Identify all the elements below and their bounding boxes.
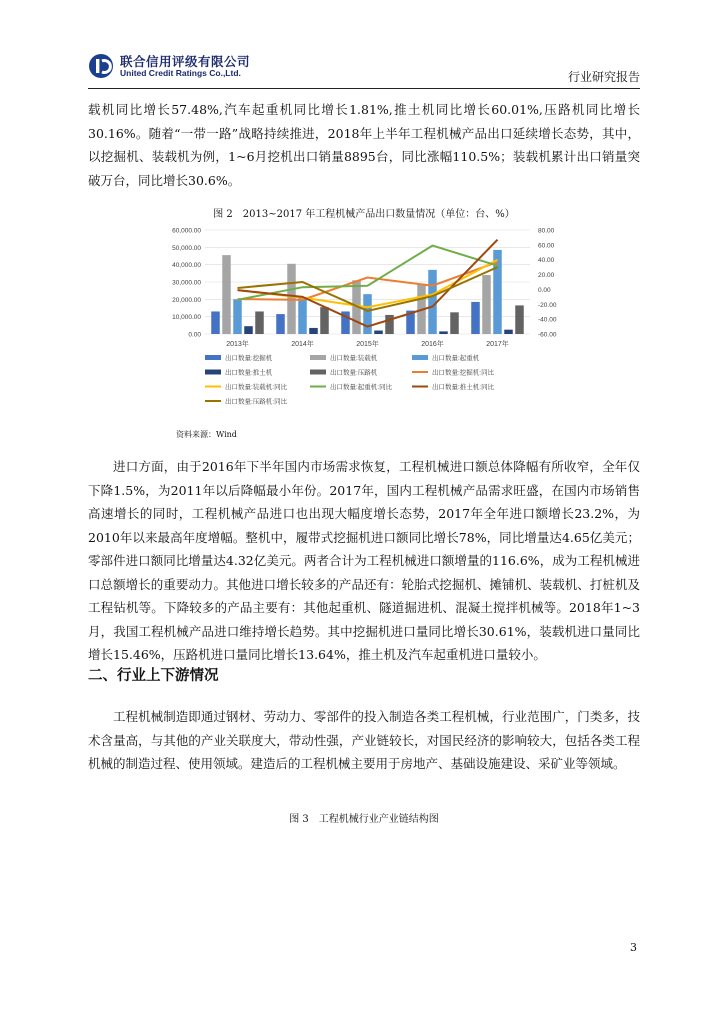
right-axis-tick-label: 20.00 [538, 272, 555, 280]
company-name-en: United Credit Ratings Co.,Ltd. [120, 68, 241, 78]
section-2-heading: 二、行业上下游情况 [88, 668, 219, 684]
bar [276, 314, 285, 334]
bar [482, 275, 491, 334]
right-axis-tick-label: 40.00 [538, 257, 555, 265]
bar [222, 255, 231, 334]
series-line [238, 246, 498, 300]
bar [439, 331, 448, 334]
left-axis-tick-label: 20,000.00 [172, 296, 201, 304]
bar [363, 294, 372, 334]
paragraph-import [88, 455, 640, 667]
right-axis-tick-label: -40.00 [538, 316, 557, 324]
legend-label: 出口数量:推土机 [225, 369, 273, 377]
legend-label: 出口数量:压路机 [330, 369, 378, 377]
figure-2-title: 图 2 2013~2017 年工程机械产品出口数量情况（单位：台、%） [213, 209, 515, 220]
x-axis-tick-label: 2016年 [421, 341, 444, 348]
bar [309, 328, 318, 334]
paragraph-export-growth [88, 98, 640, 192]
bar [211, 311, 220, 334]
x-axis-tick-label: 2015年 [356, 341, 379, 348]
legend-swatch [205, 355, 221, 360]
right-axis-tick-label: 0.00 [538, 286, 551, 294]
right-axis-tick-label: 60.00 [538, 242, 555, 250]
company-name-cn: 联合信用评级有限公司 [120, 54, 251, 69]
right-axis-tick-label: -60.00 [538, 331, 557, 339]
bar [233, 299, 242, 334]
paragraph-text: 工程机械制造即通过钢材、劳动力、零部件的投入制造各类工程机械，行业范围广，门类多，技术含量高，与其他的产业关联度大，带动性强，产业链较长，对国民经济的影响较大，包括各类工程机械的制造过程、使用领域。建造后的工程机械主要用于房地产、基础设施建设、采矿业等领域。 [88, 709, 640, 771]
report-type-label: 行业研究报告 [567, 70, 640, 84]
legend-label: 出口数量:装载机 [330, 355, 378, 362]
figure-source: 资料来源：Wind [176, 430, 237, 439]
page-number: 3 [630, 941, 637, 954]
bar [450, 312, 459, 334]
bar [298, 298, 307, 334]
legend-label: 出口数量:装载机:同比 [225, 384, 288, 391]
company-logo-icon [88, 53, 114, 79]
left-axis-tick-label: 30,000.00 [172, 279, 201, 287]
legend-label: 出口数量:起重机 [432, 355, 480, 362]
legend-label: 出口数量:挖掘机 [225, 355, 273, 362]
x-axis-tick-label: 2013年 [226, 341, 249, 348]
left-axis-tick-label: 60,000.00 [172, 227, 201, 235]
header-divider [88, 88, 640, 89]
paragraph-industry-chain [88, 705, 640, 776]
bar [515, 305, 524, 334]
bar [320, 307, 329, 334]
left-axis-tick-label: 0.00 [188, 331, 201, 339]
bar [471, 302, 480, 334]
legend-swatch [412, 355, 428, 360]
legend-swatch [310, 370, 326, 375]
export-quantity-chart [150, 222, 570, 432]
legend-label: 出口数量:挖掘机:同比 [432, 369, 495, 377]
legend-label: 出口数量:压路机:同比 [225, 398, 288, 406]
legend-swatch [205, 370, 221, 375]
page-header [88, 48, 640, 88]
right-axis-tick-label: 80.00 [538, 227, 555, 235]
left-axis-tick-label: 10,000.00 [172, 314, 201, 322]
bar [244, 326, 253, 334]
figure-3-title: 图 3 工程机械行业产业链结构图 [289, 814, 439, 825]
legend-swatch [310, 355, 326, 360]
legend-label: 出口数量:起重机:同比 [330, 384, 393, 391]
left-axis-tick-label: 40,000.00 [172, 262, 201, 270]
left-axis-tick-label: 50,000.00 [172, 244, 201, 252]
x-axis-tick-label: 2017年 [486, 341, 509, 348]
legend-label: 出口数量:推土机:同比 [432, 384, 495, 391]
bar [385, 315, 394, 334]
bar [374, 331, 383, 334]
paragraph-text: 进口方面，由于2016年下半年国内市场需求恢复，工程机械进口额总体降幅有所收窄，全年仅下降1.5%，为2011年以后降幅最小年份。2017年，国内工程机械产品需求旺盛，在国内市场销售高速增长的同时，工程机械产品进口也出现大幅度增长态势，2017年全年进口额增长23.2%，为2010年以来最高年度增幅。整机中，履带式挖掘机进口额同比增长78%，同比增量达4.65亿美元；零部件进口额同比增量达4.32亿美元。两者合计为工程机械进口额增量的116.6%，成为工程机械进口总额增长的重要动力。其他进口增长较多的产品还有：轮胎式挖掘机、摊铺机、装载机、打桩机及工程钻机等。下降较多的产品主要有：其他起重机、隧道掘进机、混凝土搅拌机械等。2018年1~3月，我国工程机械产品进口维持增长趋势。其中挖掘机进口量同比增长30.61%，装载机进口量同比增长15.46%，压路机进口量同比增长13.64%，推土机及汽车起重机进口量较小。 [88, 459, 640, 662]
bar [255, 311, 264, 334]
paragraph-text: 载机同比增长57.48%,汽车起重机同比增长1.81%,推土机同比增长60.01%,压路机同比增长30.16%。随着“一带一路”战略持续推进，2018年上半年工程机械产品出口延续增长态势，其中，以挖掘机、装载机为例，1~6月挖机出口销量8895台，同比涨幅110.5%；装载机累计出口销量突破万台，同比增长30.6%。 [88, 102, 640, 188]
bar [504, 330, 513, 334]
right-axis-tick-label: -20.00 [538, 301, 557, 309]
bar [428, 270, 437, 334]
x-axis-tick-label: 2014年 [291, 341, 314, 348]
